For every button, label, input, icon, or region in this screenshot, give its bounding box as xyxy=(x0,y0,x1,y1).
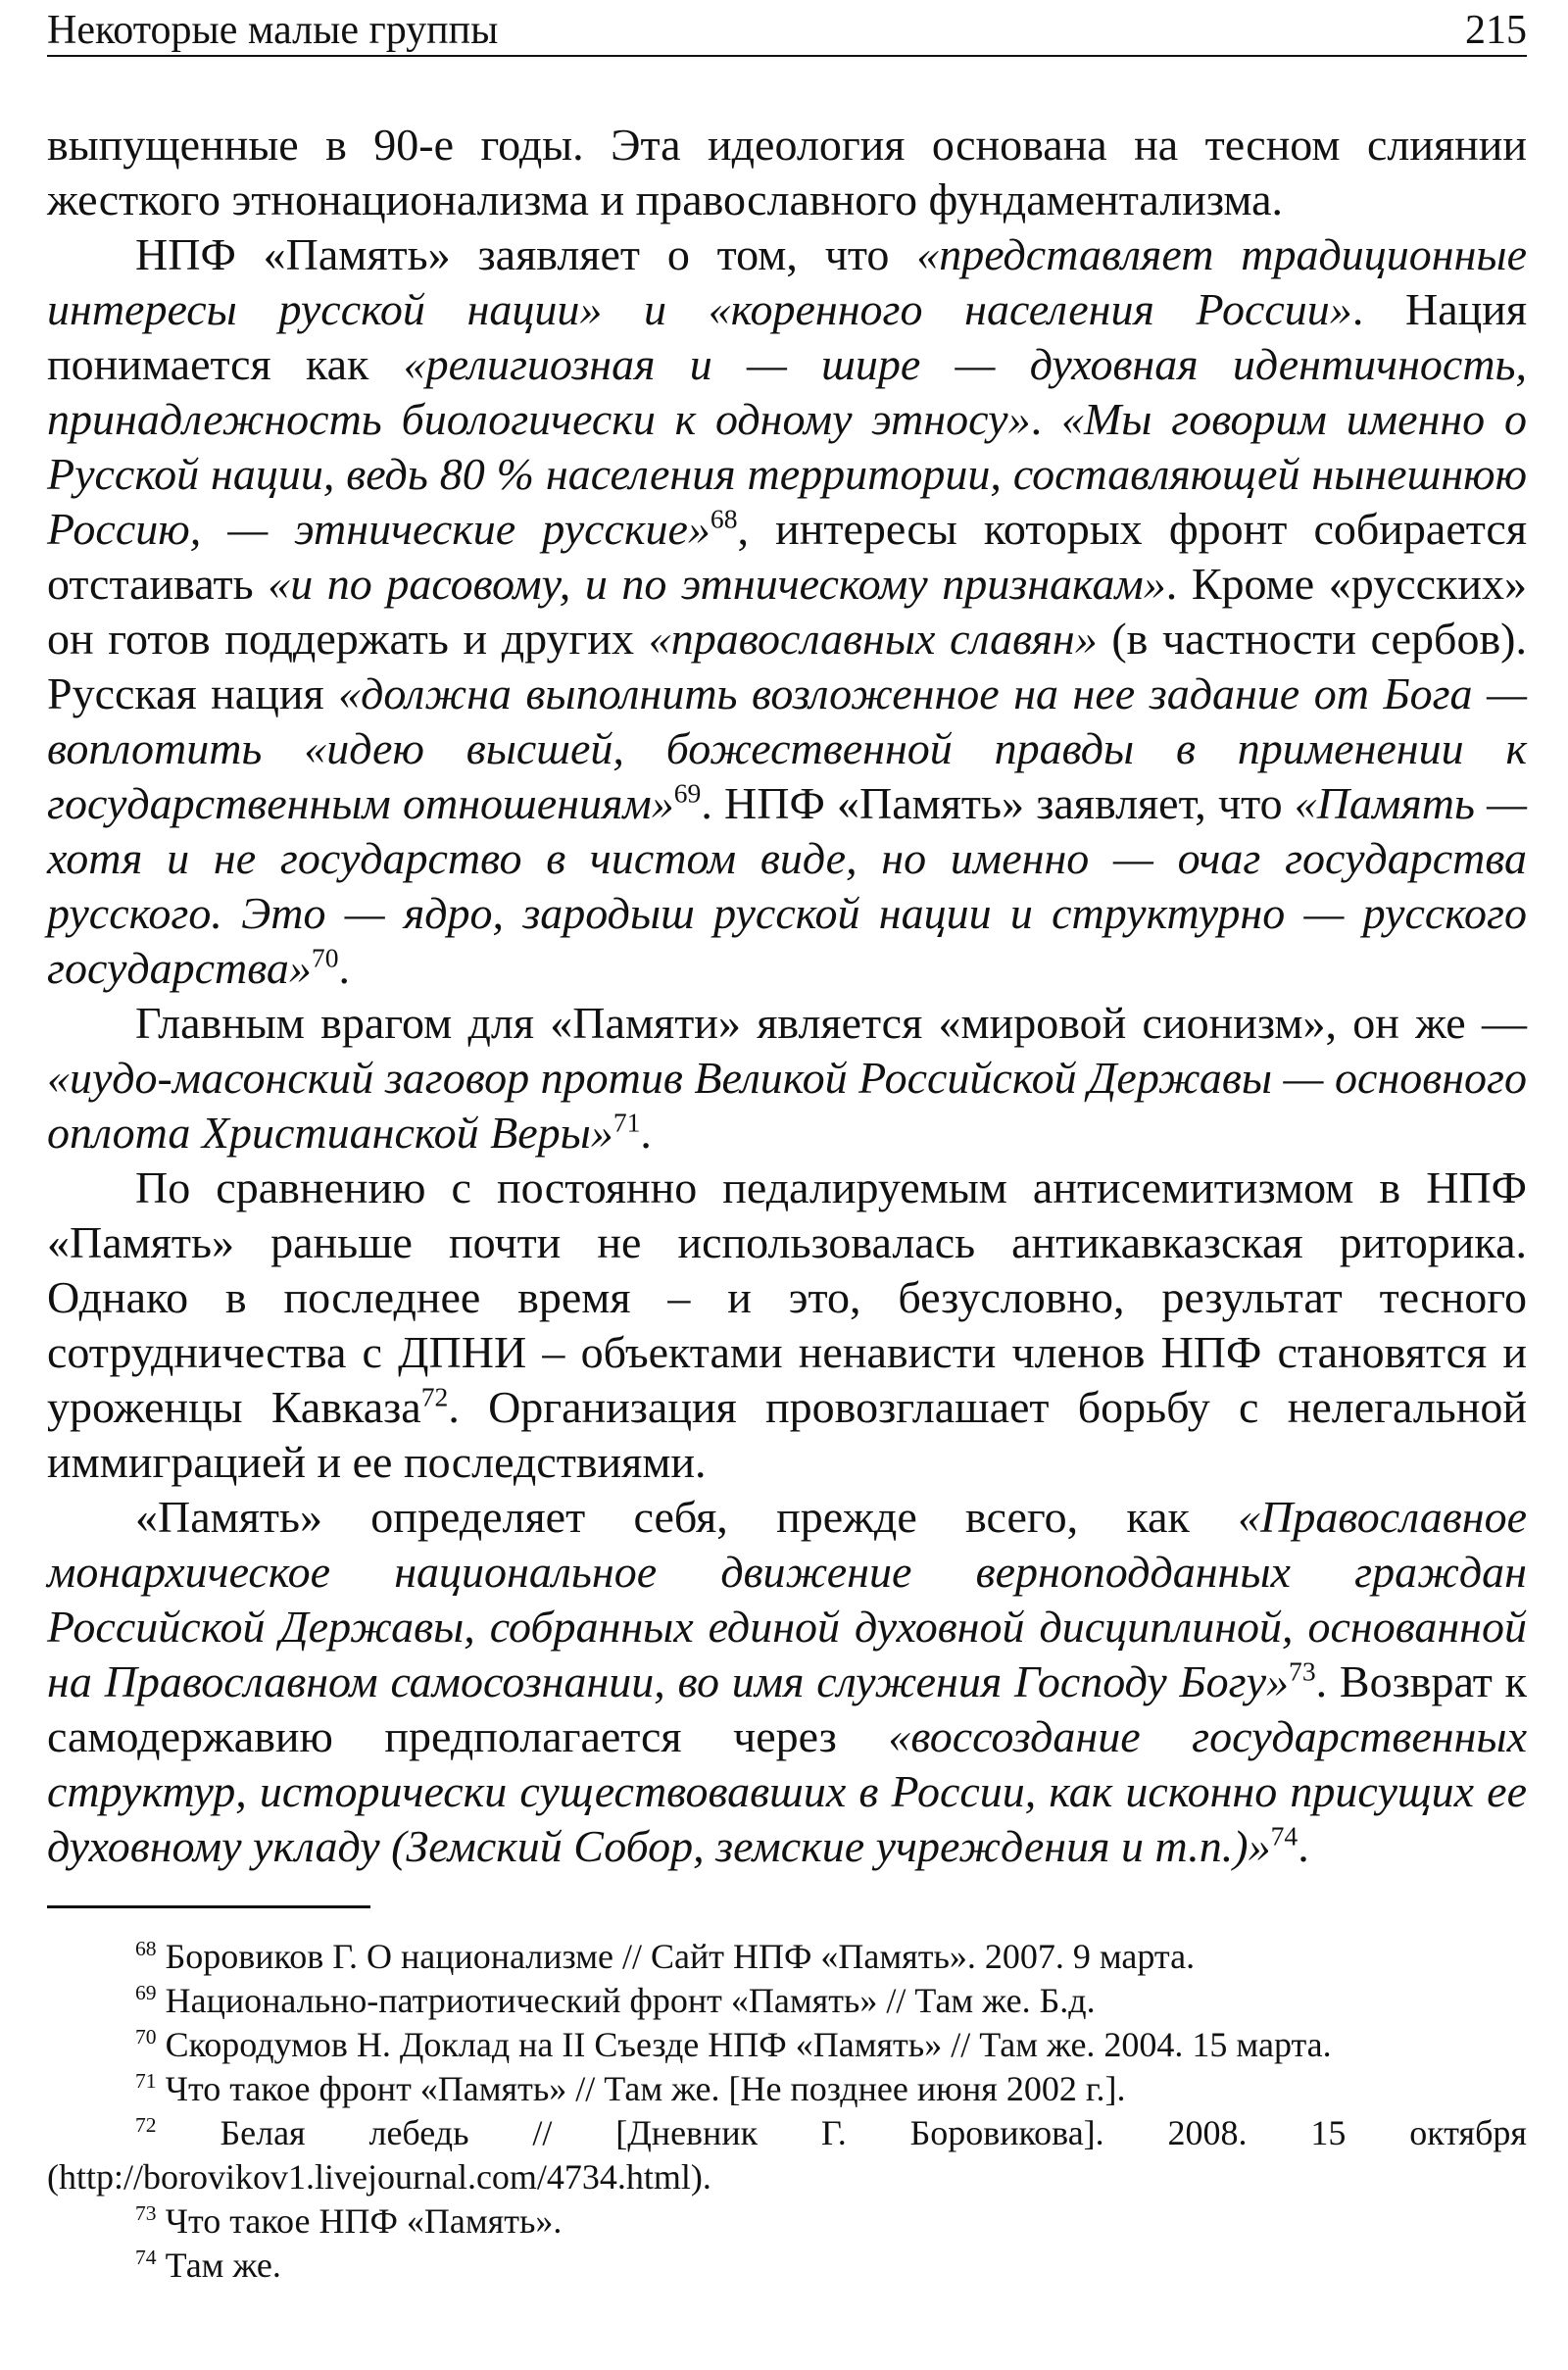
quotation-text: «религиозная и — шире — духовная идентичность, принадлежность биологически к одному этносу» xyxy=(47,339,1527,444)
footnote-reference: 69 xyxy=(673,777,702,809)
quotation-text: «православных славян» xyxy=(648,614,1098,664)
footnote xyxy=(47,2244,1527,2288)
paragraph xyxy=(47,118,1527,227)
footnote-reference: 70 xyxy=(311,942,339,973)
footnote-text: Национально-патриотический фронт «Память» // Там же. Б.д. xyxy=(156,1981,1096,2020)
paragraph-text: . Нация понимается как xyxy=(47,284,1528,389)
book-page xyxy=(47,0,1527,2370)
footnote xyxy=(47,2023,1527,2067)
paragraph xyxy=(47,996,1527,1160)
quotation-text: «иудо-масонский заговор против Великой Российской Державы — основного оплота Христианской Веры» xyxy=(47,1053,1527,1158)
paragraph-text: . xyxy=(338,943,350,993)
footnote-number: 71 xyxy=(135,2069,157,2093)
footnote-reference: 74 xyxy=(1270,1820,1298,1852)
footnote-reference: 73 xyxy=(1289,1655,1316,1687)
footnote xyxy=(47,2067,1527,2111)
paragraph-text: . Кроме «русских» он готов поддержать и других xyxy=(47,559,1527,664)
quotation-text: «воссоздание государственных структур, исторически существовавших в России, как исконно присущих ее духовному укладу (Земский Собор, земские учреждения и т.п.)» xyxy=(47,1711,1527,1871)
quotation-text: «должна выполнить возложенное на нее задание от Бога — воплотить «идею высшей, божественной правды в применении к государственным отношениям» xyxy=(47,668,1527,828)
quotation-text: «и по расовому, и по этническому признакам» xyxy=(268,559,1166,609)
footnote-reference: 68 xyxy=(710,503,738,534)
footnotes xyxy=(47,1935,1527,2288)
quotation-text: «Православное монархическое национальное движение верноподданных граждан Российской Державы, собранных единой духовной дисциплиной, основанной на Православном самосознании, во имя служения Господу Богу» xyxy=(47,1492,1527,1706)
paragraph-text: . xyxy=(1030,394,1061,444)
main-text xyxy=(47,118,1527,1874)
footnote-text: Белая лебедь // [Дневник Г. Боровикова]. 2008. 15 октября (http://borovikov1.livejournal.com/4734.html). xyxy=(47,2113,1527,2197)
footnote xyxy=(47,1979,1527,2023)
footnote-number: 70 xyxy=(135,2025,157,2049)
paragraph-text: . Возврат к самодержавию предполагается через xyxy=(47,1656,1527,1761)
paragraph xyxy=(47,1160,1527,1490)
footnote-text: Скородумов Н. Доклад на II Съезде НПФ «Память» // Там же. 2004. 15 марта. xyxy=(156,2025,1332,2064)
paragraph-text: По сравнению с постоянно педалируемым антисемитизмом в НПФ «Память» раньше почти не использовалась антикавказская риторика. Однако в последнее время – и это, безусловно, результат тесного сотрудничества с ДПНИ – объектами ненависти членов НПФ становятся и уроженцы Кавказа xyxy=(47,1162,1527,1432)
page-header xyxy=(47,6,1527,57)
page-number: 215 xyxy=(1465,8,1527,53)
footnote-text: Что такое фронт «Память» // Там же. [Не позднее июня 2002 г.]. xyxy=(156,2069,1126,2108)
paragraph-text: , интересы которых фронт собирается отстаивать xyxy=(47,504,1527,609)
footnote-text: Боровиков Г. О национализме // Сайт НПФ «Память». 2007. 9 марта. xyxy=(156,1937,1196,1976)
quotation-text: «Память — хотя и не государство в чистом виде, но именно — очаг государства русского. Это — ядро, зародыш русской нации и структурно — русского государства» xyxy=(47,778,1528,993)
paragraph-text: . НПФ «Память» заявляет, что xyxy=(701,778,1295,828)
footnote-divider xyxy=(47,1905,370,1908)
paragraph-text: . Организация провозглашает борьбу с нелегальной иммиграцией и ее последствиями. xyxy=(47,1382,1527,1487)
footnote-reference: 71 xyxy=(612,1107,641,1138)
footnote-number: 74 xyxy=(135,2246,157,2269)
paragraph-text: «Память» определяет себя, прежде всего, как xyxy=(135,1492,1239,1542)
footnote-number: 69 xyxy=(135,1981,157,2004)
quotation-text: «представляет традиционные интересы русской нации» и «коренного населения России» xyxy=(47,229,1527,334)
footnote-text: Там же. xyxy=(156,2246,281,2285)
footnote-text: Что такое НПФ «Память». xyxy=(156,2201,563,2241)
quotation-text: «Мы говорим именно о Русской нации, ведь 80 % населения территории, составляющей нынешнюю Россию, — этнические русские» xyxy=(47,394,1527,554)
paragraph xyxy=(47,1490,1527,1874)
footnote-number: 68 xyxy=(135,1937,157,1960)
paragraph-text: Главным врагом для «Памяти» является «мировой сионизм», он же — xyxy=(135,998,1527,1048)
paragraph-text: (в частности сербов). Русская нация xyxy=(47,614,1527,718)
paragraph-text: выпущенные в 90-е годы. Эта идеология основана на тесном слиянии жесткого этнонационализма и православного фундаментализма. xyxy=(47,120,1527,224)
footnote xyxy=(47,2111,1527,2199)
running-title: Некоторые малые группы xyxy=(47,8,499,53)
paragraph-text: . xyxy=(640,1108,652,1158)
footnote xyxy=(47,2199,1527,2244)
footnote xyxy=(47,1935,1527,1979)
paragraph xyxy=(47,227,1527,996)
footnote-number: 73 xyxy=(135,2201,157,2225)
paragraph-text: НПФ «Память» заявляет о том, что xyxy=(135,229,917,279)
footnote-number: 72 xyxy=(135,2113,157,2137)
paragraph-text: . xyxy=(1298,1821,1309,1871)
footnote-reference: 72 xyxy=(420,1381,449,1412)
